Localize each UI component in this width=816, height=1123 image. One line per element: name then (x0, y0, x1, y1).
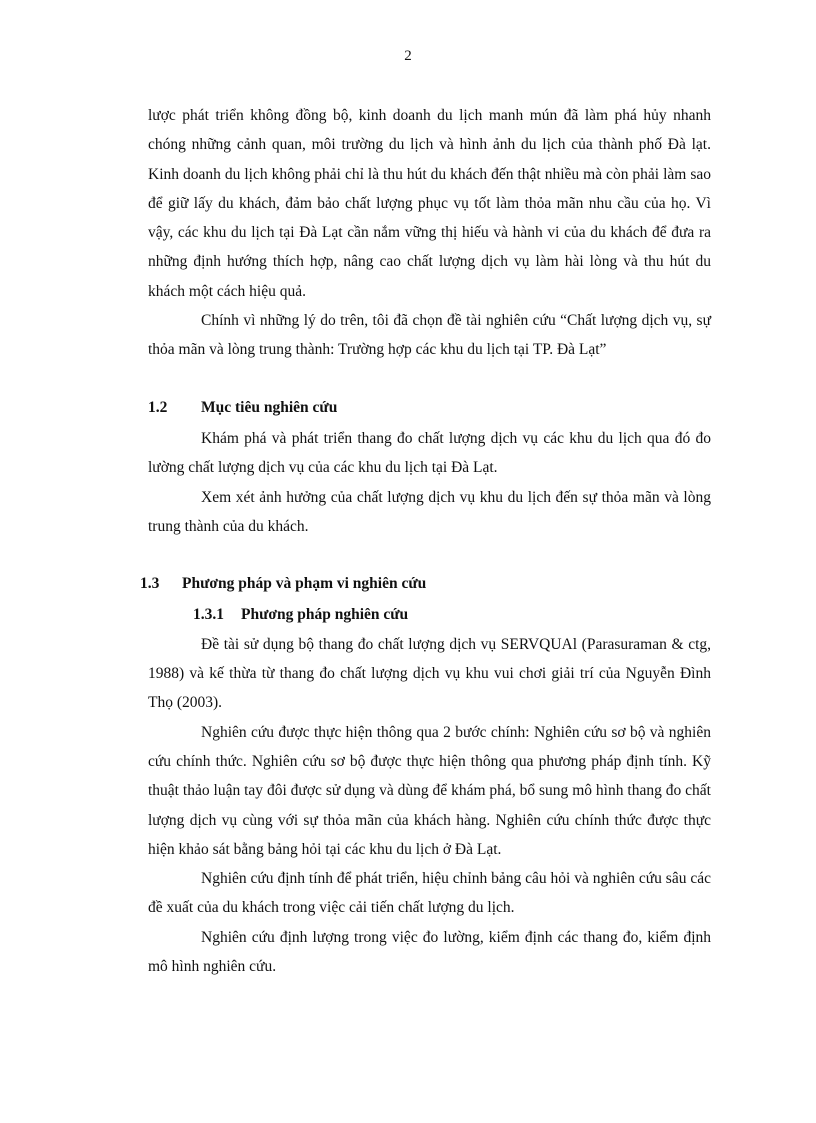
section-1-3-number: 1.3 (140, 575, 160, 593)
page-content (140, 101, 711, 981)
section-1-3-title: Phương pháp và phạm vi nghiên cứu (182, 575, 427, 593)
section-1-2-paragraph-2: Xem xét ảnh hưởng của chất lượng dịch vụ khu du lịch đến sự thỏa mãn và lòng trung thành của du khách. (148, 488, 711, 535)
intro-paragraph-2: Chính vì những lý do trên, tôi đã chọn đề tài nghiên cứu “Chất lượng dịch vụ, sự thỏa mãn và lòng trung thành: Trường hợp các khu du lịch tại TP. Đà Lạt” (148, 312, 711, 359)
section-1-2-title: Mục tiêu nghiên cứu (201, 398, 338, 416)
section-1-2-number: 1.2 (148, 398, 168, 416)
subsection-1-3-1-paragraph-2: Nghiên cứu được thực hiện thông qua 2 bước chính: Nghiên cứu sơ bộ và nghiên cứu chính thức. Nghiên cứu sơ bộ được thực hiện thông qua phương pháp định tính. Kỹ thuật thảo luận tay đôi được sử dụng và dùng để khám phá, bổ sung mô hình thang đo chất lượng dịch vụ cùng với sự thỏa mãn của khách hàng. Nghiên cứu chính thức được thực hiện khảo sát bằng bảng hỏi tại các khu du lịch ở Đà Lạt. (148, 723, 711, 858)
page-number: 2 (404, 48, 412, 64)
section-1-2-paragraph-1: Khám phá và phát triển thang đo chất lượng dịch vụ các khu du lịch qua đó đo lường chất lượng dịch vụ của các khu du lịch tại Đà Lạt. (148, 429, 711, 477)
intro-paragraph-1: lược phát triển không đồng bộ, kinh doanh du lịch manh mún đã làm phá hủy nhanh chóng những cảnh quan, môi trường du lịch và hình ảnh du lịch của thành phố Đà lạt. Kinh doanh du lịch không phải chỉ là thu hút du khách đến thật nhiều mà còn phải làm sao để giữ lấy du khách, đảm bảo chất lượng phục vụ tốt làm thỏa mãn nhu cầu của họ. Vì vậy, các khu du lịch tại Đà Lạt cần nắm vững thị hiếu và hành vi của du khách để đưa ra những định hướng thích hợp, nâng cao chất lượng dịch vụ làm hài lòng và thu hút du khách một cách hiệu quả. (148, 107, 711, 300)
subsection-1-3-1-paragraph-4: Nghiên cứu định lượng trong việc đo lường, kiểm định các thang đo, kiểm định mô hình nghiên cứu. (148, 928, 711, 976)
subsection-1-3-1-number: 1.3.1 (193, 606, 224, 624)
section-1-2-heading (148, 393, 711, 422)
subsection-1-3-1-paragraph-3: Nghiên cứu định tính để phát triển, hiệu chỉnh bảng câu hỏi và nghiên cứu sâu các đề xuất của du khách trong việc cải tiến chất lượng du lịch. (148, 870, 711, 917)
subsection-1-3-1-heading (193, 600, 711, 629)
subsection-1-3-1-title: Phương pháp nghiên cứu (241, 606, 409, 624)
section-1-3-heading (140, 569, 711, 598)
subsection-1-3-1-paragraph-1: Đề tài sử dụng bộ thang đo chất lượng dịch vụ SERVQUAl (Parasuraman & ctg, 1988) và kế thừa từ thang đo chất lượng dịch vụ khu vui chơi giải trí của Nguyễn Đình Thọ (2003). (148, 635, 711, 712)
